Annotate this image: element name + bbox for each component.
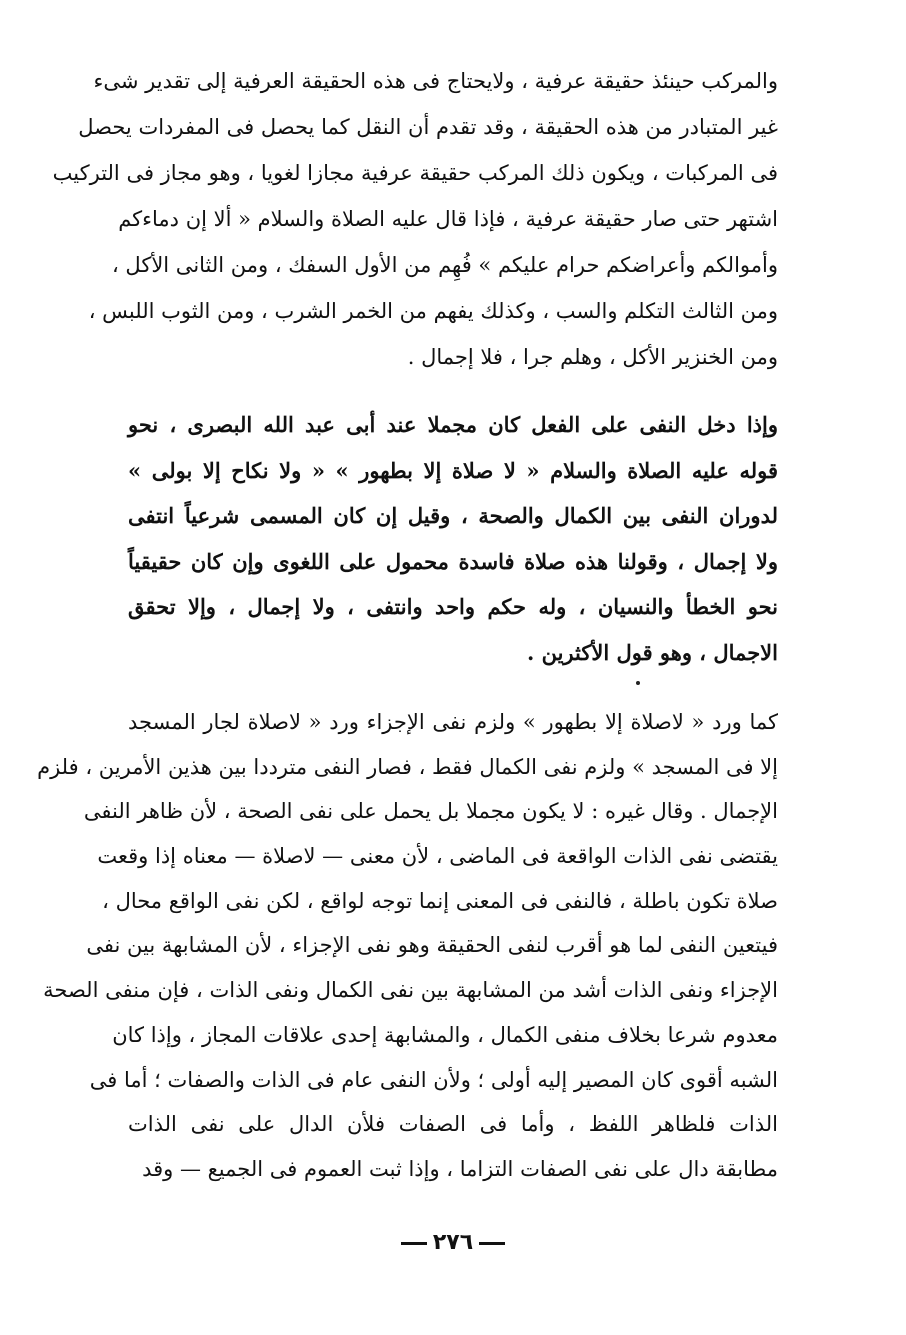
paragraph-3 <box>37 700 778 1192</box>
text-line: غير المتبادر من هذه الحقيقة ، وقد تقدم أن النقل كما يحصل فى المفردات يحصل <box>78 115 778 139</box>
page-number: ٢٧٦ <box>432 1230 474 1255</box>
text-line: الذات فلظاهر اللفظ ، وأما فى الصفات فلأن الدال على نفى الذات <box>128 1112 778 1137</box>
text-line: ولا إجمال ، وقولنا هذه صلاة فاسدة محمول على اللغوى وإن كان حقيقياً <box>128 548 778 574</box>
text-line: ومن الثالث التكلم والسب ، وكذلك يفهم من الخمر الشرب ، ومن الثوب اللبس ، <box>88 299 778 323</box>
dash-mark <box>401 1242 427 1245</box>
text-line: الشبه أقوى كان المصير إليه أولى ؛ ولأن النفى عام فى الذات والصفات ؛ أما فى <box>89 1067 778 1092</box>
page-number-footer <box>0 1230 906 1255</box>
text-line: كما ورد « لاصلاة إلا بطهور » ولزم نفى الإجزاء ورد « لاصلاة لجار المسجد <box>128 710 778 734</box>
text-line: ومن الخنزير الأكل ، وهلم جرا ، فلا إجمال . <box>407 345 778 369</box>
text-line: والمركب حينئذ حقيقة عرفية ، ولايحتاج فى هذه الحقيقة العرفية إلى تقدير شىء <box>93 69 778 93</box>
text-line: معدوم شرعا بخلاف منفى الكمال ، والمشابهة إحدى علاقات المجاز ، وإذا كان <box>112 1022 778 1047</box>
text-line: إلا فى المسجد » ولزم نفى الكمال فقط ، فصار النفى مترددا بين هذين الأمرين ، فلزم <box>37 754 778 779</box>
text-line: وإذا دخل النفى على الفعل كان مجملا عند أبى عبد الله البصرى ، نحو <box>128 412 778 437</box>
paragraph-1 <box>52 58 778 380</box>
dash-mark <box>479 1242 505 1245</box>
text-line: الإجزاء ونفى الذات أشد من المشابهة بين نفى الكمال ونفى الذات ، فإن منفى الصحة <box>43 978 778 1003</box>
text-line: صلاة تكون باطلة ، فالنفى فى المعنى إنما توجه لواقع ، لكن نفى الواقع محال ، <box>102 888 778 913</box>
text-line: الاجمال ، وهو قول الأكثرين . <box>526 639 778 665</box>
text-line: يقتضى نفى الذات الواقعة فى الماضى ، لأن معنى — لاصلاة — معناه إذا وقعت <box>97 844 778 869</box>
text-line: فيتعين النفى لما هو أقرب لنفى الحقيقة وهو نفى الإجزاء ، لأن المشابهة بين نفى <box>86 933 778 958</box>
text-line: قوله عليه الصلاة والسلام « لا صلاة إلا بطهور » « ولا نكاح إلا بولى » <box>128 457 778 483</box>
text-line: وأموالكم وأعراضكم حرام عليكم » فُهِم من الأول السفك ، ومن الثانى الأكل ، <box>111 253 778 277</box>
text-line: اشتهر حتى صار حقيقة عرفية ، فإذا قال عليه الصلاة والسلام « ألا إن دماءكم <box>118 207 778 231</box>
text-line: لدوران النفى بين الكمال والصحة ، وقيل إن كان المسمى شرعياً انتفى <box>128 503 778 529</box>
paragraph-2 <box>128 402 778 676</box>
text-line: مطابقة دال على نفى الصفات التزاما ، وإذا ثبت العموم فى الجميع — وقد <box>142 1156 778 1181</box>
text-line: الإجمال . وقال غيره : لا يكون مجملا بل يحمل على نفى الصحة ، لأن ظاهر النفى <box>83 799 778 824</box>
text-line: فى المركبات ، ويكون ذلك المركب حقيقة عرفية مجازا لغويا ، وهو مجاز فى التركيب <box>52 161 778 185</box>
stray-dot-mark <box>636 681 640 685</box>
text-line: نحو الخطأ والنسيان ، وله حكم واحد وانتفى ، ولا إجمال ، وإلا تحقق <box>128 594 778 620</box>
